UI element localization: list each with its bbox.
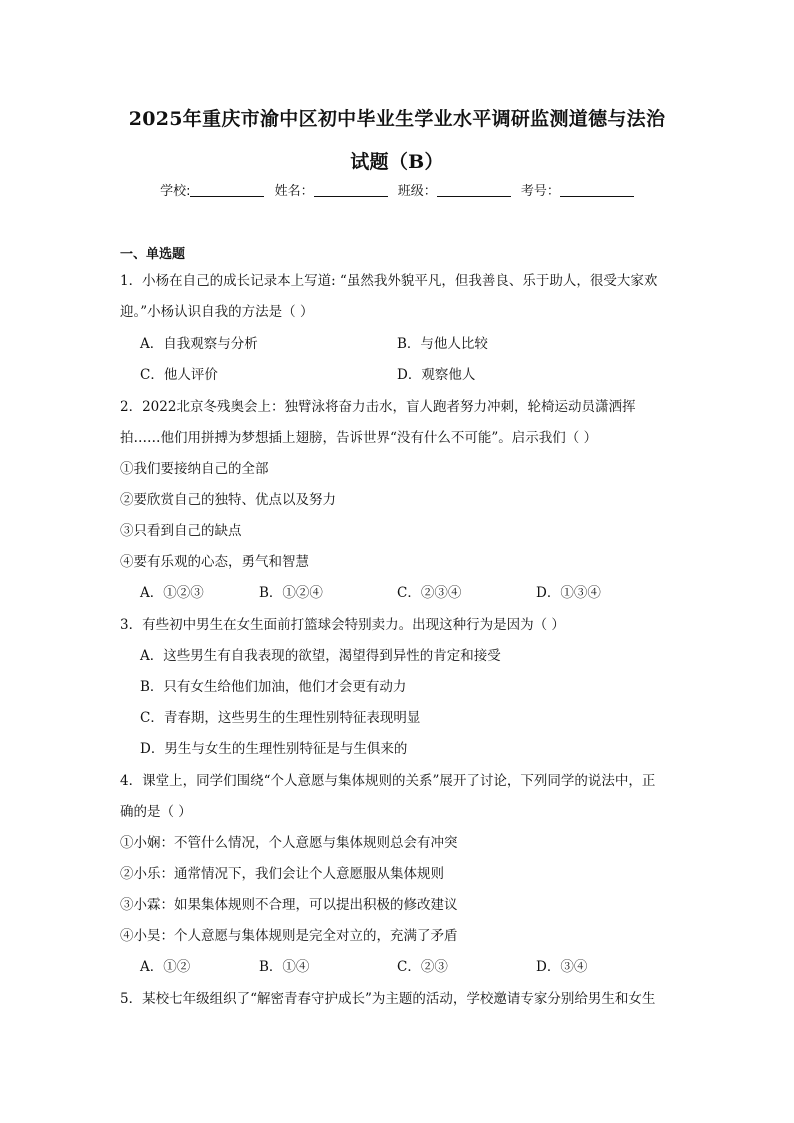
name-field: 姓名： [275,180,388,199]
exam-title-line1: 2025年重庆市渝中区初中毕业生学业水平调研监测道德与法治 [128,108,666,130]
question-4-option-d: D．③④ [536,959,588,975]
question-4-statement-2: ②小乐：通常情况下，我们会让个人意愿服从集体规则 [120,866,444,882]
question-1-option-d: D．观察他人 [397,367,476,383]
question-3-option-b: B．只有女生给他们加油，他们才会更有动力 [140,679,407,695]
name-blank[interactable] [314,184,388,197]
school-blank[interactable] [190,184,264,197]
question-2-option-a: A．①②③ [140,585,204,601]
school-field: 学校: [160,180,264,199]
exam-title-line2: 试题（B） [350,151,444,173]
question-2-option-c: C．②③④ [397,585,462,601]
class-field: 班级： [398,180,511,199]
question-2-statement-1: ①我们要接纳自己的全部 [120,461,269,477]
section-heading: 一、单选题 [120,247,186,262]
question-3-option-a: A．这些男生有自我表现的欲望，渴望得到异性的肯定和接受 [140,648,501,664]
question-4-text: 4．课堂上，同学们围绕“个人意愿与集体规则的关系”展开了讨论，下列同学的说法中，正 [120,773,656,789]
question-4-option-c: C．②③ [397,959,448,975]
question-1-option-c: C．他人评价 [140,367,218,383]
question-5-text: 5．某校七年级组织了“解密青春守护成长”为主题的活动，学校邀请专家分别给男生和女生 [120,991,656,1007]
question-2-option-d: D．①③④ [536,585,601,601]
question-2-statement-3: ③只看到自己的缺点 [120,523,242,539]
question-4-option-b: B．①④ [259,959,310,975]
question-1-option-a: A．自我观察与分析 [140,336,258,352]
exam-number-blank[interactable] [560,184,634,197]
question-4-statement-3: ③小霖：如果集体规则不合理，可以提出积极的修改建议 [120,897,458,913]
student-info-row [0,180,794,199]
question-3-option-c: C．青春期，这些男生的生理性别特征表现明显 [140,710,421,726]
question-4-text: 确的是（ ） [120,804,192,820]
question-3-text: 3．有些初中男生在女生面前打篮球会特别卖力。出现这种行为是因为（ ） [120,617,565,633]
question-1-text: 迎。”小杨认识自我的方法是（ ） [120,304,314,320]
question-2-text: 2．2022北京冬残奥会上：独臂泳将奋力击水，盲人跑者努力冲刺，轮椅运动员潇洒挥 [120,399,636,415]
class-blank[interactable] [437,184,511,197]
question-3-option-d: D．男生与女生的生理性别特征是与生俱来的 [140,741,408,757]
exam-number-field: 考号： [521,180,634,199]
question-4-option-a: A．①② [140,959,191,975]
question-4-statement-1: ①小娴：不管什么情况，个人意愿与集体规则总会有冲突 [120,835,458,851]
question-2-statement-2: ②要欣赏自己的独特、优点以及努力 [120,492,336,508]
question-2-statement-4: ④要有乐观的心态，勇气和智慧 [120,554,309,570]
question-4-statement-4: ④小昊：个人意愿与集体规则是完全对立的，充满了矛盾 [120,928,458,944]
question-2-text: 拍……他们用拼搏为梦想插上翅膀，告诉世界“没有什么不可能”。启示我们（ ） [120,430,598,446]
question-1-text: 1．小杨在自己的成长记录本上写道: “虽然我外貌平凡，但我善良、乐于助人，很受大家欢 [120,273,658,289]
question-2-option-b: B．①②④ [259,585,323,601]
question-1-option-b: B．与他人比较 [397,336,488,352]
